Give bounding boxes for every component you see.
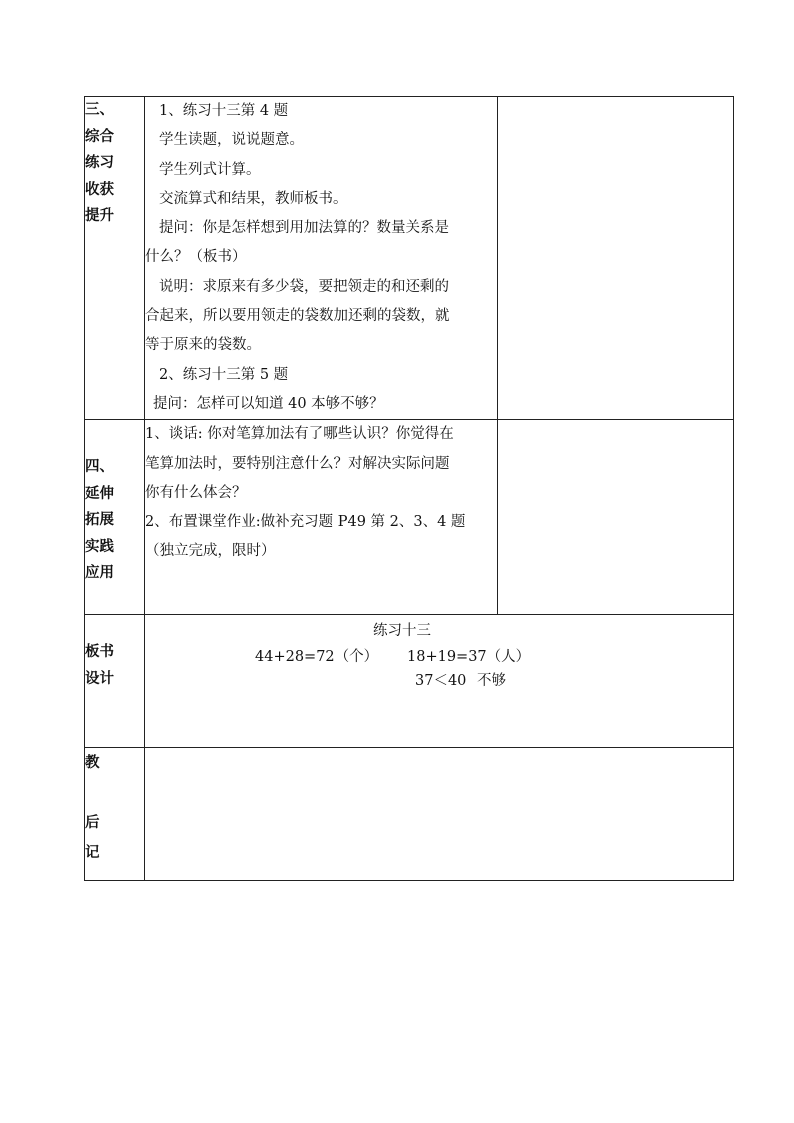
board-equation-1: 44+28=72（个）	[255, 649, 379, 666]
text-line: 1、谈话: 你对笔算加法有了哪些认识？你觉得在	[145, 426, 454, 443]
reflection-row	[85, 748, 734, 881]
text-line: 提问：怎样可以知道 40 本够不够？	[153, 395, 384, 412]
text-line: 合起来，所以要用领走的袋数加还剩的袋数，就	[145, 308, 450, 325]
section-4-content	[145, 420, 498, 615]
text-line: 什么？（板书）	[145, 249, 247, 266]
text-line: 学生读题，说说题意。	[159, 132, 304, 149]
text-line: 1、练习十三第 4 题	[159, 103, 289, 119]
text-line: （独立完成，限时）	[145, 543, 276, 560]
board-design-content	[145, 615, 734, 748]
text-line: 学生列式计算。	[159, 161, 261, 178]
reflection-label: 教 后 记	[85, 748, 145, 881]
board-comparison: 37＜40	[415, 673, 467, 690]
text-line: 提问：你是怎样想到用加法算的？数量关系是	[159, 220, 449, 237]
board-design-row	[85, 615, 734, 748]
board-title: 练习十三	[373, 623, 431, 640]
text-line: 说明：求原来有多少袋，要把领走的和还剩的	[159, 278, 449, 295]
reflection-content	[145, 748, 734, 881]
section-3-label: 三、 综合 练习 收获 提升	[85, 97, 145, 420]
text-line: 交流算式和结果，教师板书。	[159, 190, 348, 207]
section-4-notes	[498, 420, 734, 615]
board-design-label: 板书 设计	[85, 615, 145, 748]
section-4-label: 四、 延伸 拓展 实践 应用	[85, 420, 145, 615]
text-line: 你有什么体会？	[145, 484, 247, 501]
text-line: 笔算加法时，要特别注意什么？对解决实际问题	[145, 455, 450, 472]
section-3-content	[145, 97, 498, 420]
board-equation-2: 18+19=37（人）	[407, 649, 531, 666]
section-3-row	[85, 97, 734, 420]
board-result: 不够	[477, 673, 506, 690]
text-line: 2、练习十三第 5 题	[159, 366, 289, 383]
lesson-plan-table	[84, 96, 734, 881]
section-4-row	[85, 420, 734, 615]
text-line: 等于原来的袋数。	[145, 337, 261, 354]
section-3-notes	[498, 97, 734, 420]
text-line: 2、布置课堂作业:做补充习题 P49 第 2、3、4 题	[145, 514, 466, 531]
